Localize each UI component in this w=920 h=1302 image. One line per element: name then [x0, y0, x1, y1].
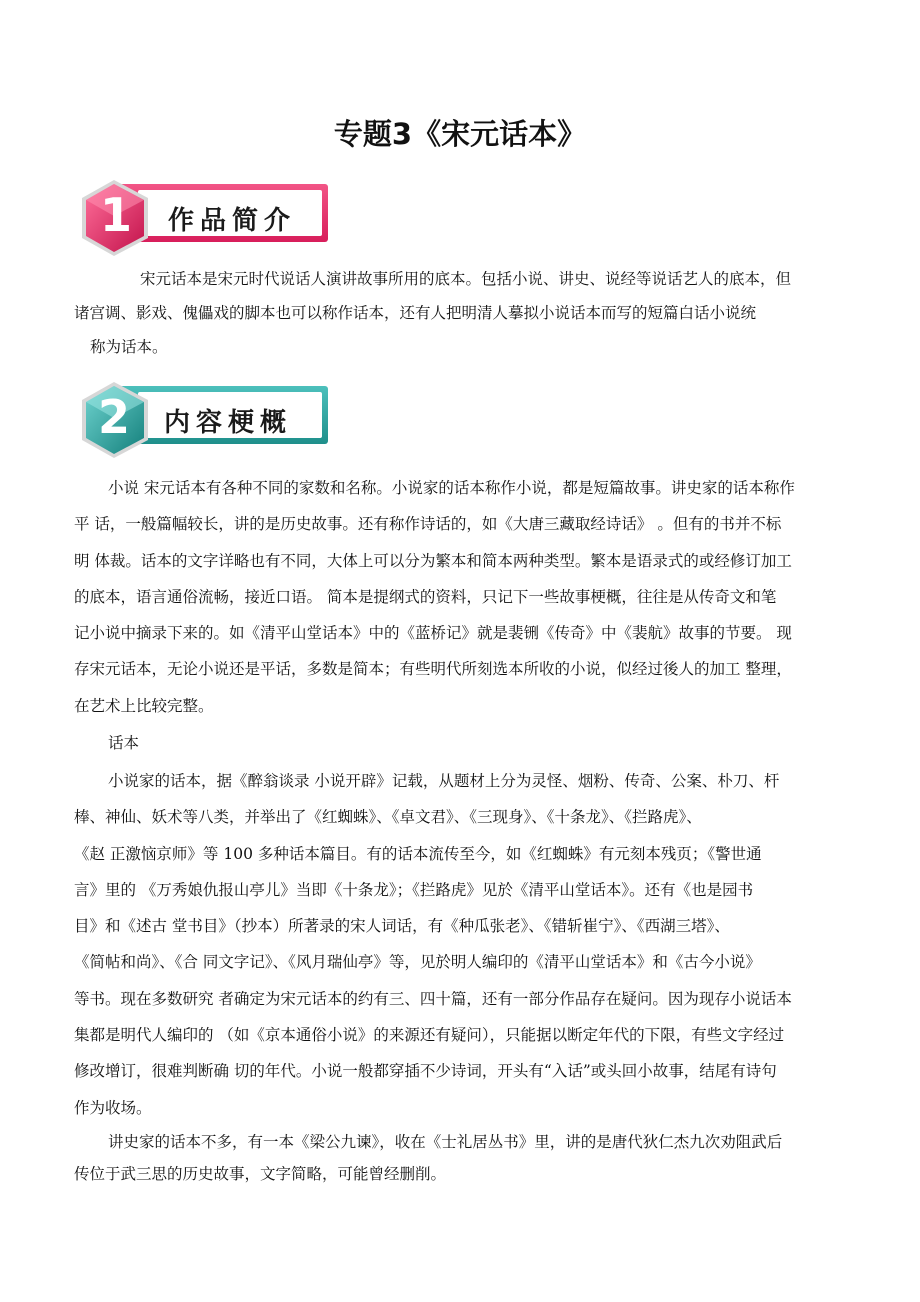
section-1-number: 1 [100, 188, 133, 242]
huaben-label: 话本 [108, 734, 140, 752]
intro-paragraph [74, 262, 791, 365]
intro-line: 称为话本。 [90, 338, 168, 357]
section-2-number: 2 [98, 390, 131, 444]
summary-line: 在艺术上比较完整。 [74, 696, 214, 715]
jiangshi-line: 传位于武三思的历史故事，文字简略，可能曾经删削。 [74, 1165, 447, 1183]
page-title: 专题3《宋元话本》 [333, 117, 587, 151]
huaben-line: 修改增订，很难判断确 切的年代。小说一般都穿插不少诗词，开头有“入话”或头回小故事，结尾有诗句 [74, 1062, 777, 1081]
summary-paragraph [74, 470, 795, 724]
huaben-line: 等书。现在多数研究 者确定为宋元话本的约有三、四十篇，还有一部分作品存在疑问。因为现存小说话本 [74, 989, 792, 1008]
summary-line: 存宋元话本，无论小说还是平话，多数是简本；有些明代所刻选本所收的小说，似经过後人的加工 整理， [74, 660, 792, 679]
section-1-badge [78, 178, 334, 258]
summary-line: 明 体裁。话本的文字详略也有不同，大体上可以分为繁本和简本两种类型。繁本是语录式的或经修订加工 [74, 551, 792, 570]
huaben-paragraph [74, 763, 792, 1126]
huaben-line: 《简帖和尚》、《合 同文字记》、《风月瑞仙亭》等，见於明人编印的《清平山堂话本》和《古今小说》 [74, 953, 761, 972]
huaben-line: 作为收场。 [74, 1098, 152, 1117]
intro-line: 宋元话本是宋元时代说话人演讲故事所用的底本。包括小说、讲史、说经等说话艺人的底本，但 [140, 270, 792, 288]
section-2-heading: 内容梗概 [164, 408, 293, 438]
section-2-badge [78, 380, 334, 460]
huaben-line: 集都是明代人编印的 （如《京本通俗小说》的来源还有疑问），只能据以断定年代的下限，有些文字经过 [74, 1026, 785, 1045]
intro-line: 诸宫调、影戏、傀儡戏的脚本也可以称作话本，还有人把明清人摹拟小说话本而写的短篇白话小说统 [74, 304, 757, 323]
summary-line: 平 话，一般篇幅较长，讲的是历史故事。还有称作诗话的，如《大唐三藏取经诗话》 。但有的书并不标 [74, 515, 782, 534]
section-1-heading: 作品简介 [168, 206, 297, 236]
huaben-line: 言》里的 《万秀娘仇报山亭儿》当即《十条龙》；《拦路虎》见於《清平山堂话本》。还有《也是园书 [74, 880, 754, 899]
summary-line: 的底本，语言通俗流畅，接近口语。 简本是提纲式的资料，只记下一些故事梗概，往往是从传奇文和笔 [74, 587, 777, 606]
huaben-line: 目》和《述古 堂书目》（抄本）所著录的宋人词话，有《种瓜张老》、《错斩崔宁》、《西湖三塔》、 [74, 917, 730, 936]
huaben-line: 小说家的话本，据《醉翁谈录 小说开辟》记载，从题材上分为灵怪、烟粉、传奇、公案、朴刀、杆 [108, 772, 780, 790]
summary-line: 记小说中摘录下来的。如《清平山堂话本》中的《蓝桥记》就是裴铏《传奇》中《裴航》故事的节要。 现 [74, 624, 792, 643]
summary-line: 小说 宋元话本有各种不同的家数和名称。小说家的话本称作小说，都是短篇故事。讲史家的话本称作 [108, 479, 795, 497]
jiangshi-paragraph [74, 1126, 782, 1190]
jiangshi-line: 讲史家的话本不多，有一本《梁公九谏》，收在《士礼居丛书》里，讲的是唐代狄仁杰九次劝阻武后 [108, 1133, 783, 1151]
huaben-line: 棒、神仙、妖术等八类，并举出了《红蜘蛛》、《卓文君》、《三现身》、《十条龙》、《拦路虎》、 [74, 808, 702, 827]
huaben-line: 《赵 正激恼京师》等 100 多种话本篇目。有的话本流传至今，如《红蜘蛛》有元刻本残页；《警世通 [74, 844, 762, 863]
